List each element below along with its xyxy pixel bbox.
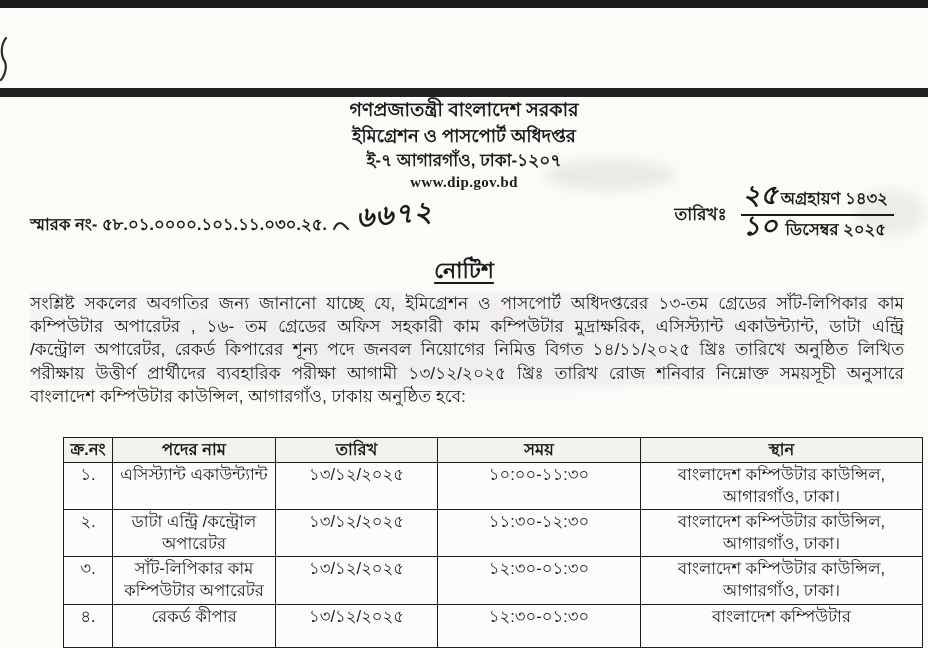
date-fraction [741,180,894,244]
cell-date: ১৩/১২/২০২৫ [276,510,438,557]
gregorian-month-year: ডিসেম্বর ২০২৫ [785,221,886,239]
cell-time: ১১:৩০-১২:৩০ [438,510,641,557]
date-block [674,180,906,244]
handwritten-gregorian-day: ১০ [742,211,778,242]
department-name: ইমিগ্রেশন ও পাসপোর্ট অধিদপ্তর [352,126,576,146]
notice-body-line: সংশ্লিষ্ট সকলের অবগতির জন্য জানানো যাচ্ছে যে, ইমিগ্রেশন ও পাসপোর্ট অধিদপ্তরের ১৩-তম গ্রেডের সাঁট-লিপিকার কাম [30,292,904,315]
cell-time: ১২:৩০-০১:৩০ [438,557,641,605]
cell-time: ১০:০০-১১:৩০ [438,463,641,510]
letterhead [0,98,928,193]
gregorian-date-line [741,211,894,244]
scan-bar-top [0,0,928,8]
cell-date: ১৩/১২/২০২৫ [276,605,438,648]
exam-schedule-table [63,437,923,648]
cell-venue: বাংলাদেশ কম্পিউটার [641,605,923,648]
scan-bar-middle [0,88,928,97]
cell-serial: ৩. [64,557,113,605]
cell-date: ১৩/১২/২০২৫ [276,557,438,605]
table-row [64,510,923,557]
cell-serial: ৪. [64,605,113,648]
table-header-row [64,438,923,463]
notice-heading: নোটিশ [434,258,494,283]
cell-venue: বাংলাদেশ কম্পিউটার কাউন্সিল, আগারগাঁও, ঢাকা। [641,510,923,557]
notice-body-line: কম্পিউটার অপারেটর , ১৬- তম গ্রেডের অফিস সহকারী কাম কম্পিউটার মুদ্রাক্ষরিক, এসিস্ট্যান্ট একাউন্ট্যান্ট, ডাটা এন্ট্রি [30,315,904,338]
cell-post: এসিস্ট্যান্ট একাউন্ট্যান্ট [113,463,276,510]
cell-date: ১৩/১২/২০২৫ [276,463,438,510]
cell-serial: ২. [64,510,113,557]
notice-body-line: বাংলাদেশ কম্পিউটার কাউন্সিল, আগারগাঁও, ঢাকায় অনুষ্ঠিত হবে: [30,386,466,406]
memo-number-line [30,186,432,246]
notice-body-line: পরীক্ষায় উত্তীর্ণ প্রার্থীদের ব্যবহারিক পরীক্ষা আগামী ১৩/১২/২০২৫ খ্রিঃ তারিখ রোজ শনিবার নিম্নোক্ত সময়সূচী অনুসারে [30,362,904,385]
table-row [64,605,923,648]
bangla-month-year: অগ্রহায়ণ ১৪৩২ [780,190,888,208]
header-date: তারিখ [276,438,438,463]
cell-venue: বাংলাদেশ কম্পিউটার কাউন্সিল, আগারগাঁও, ঢাকা। [641,557,923,605]
cell-time: ১২:৩০-০১:৩০ [438,605,641,648]
header-venue: স্থান [641,438,923,463]
header-time: সময় [438,438,641,463]
cell-venue: বাংলাদেশ কম্পিউটার কাউন্সিল, আগারগাঁও, ঢাকা। [641,463,923,510]
department-address: ই-৭ আগারগাঁও, ঢাকা-১২০৭ [366,151,562,170]
cell-serial: ১. [64,463,113,510]
handwritten-memo-number: ৬৬৭২ [354,194,434,235]
date-label: তারিখঃ [674,205,727,224]
header-serial: ক্র.নং [64,438,113,463]
notice-body [30,292,904,408]
cell-post: ডাটা এন্ট্রি /কন্ট্রোল অপারেটর [113,510,276,557]
government-name: গণপ্রজাতন্ত্রী বাংলাদেশ সরকার [349,100,579,121]
cell-post: সাঁট-লিপিকার কাম কম্পিউটার অপারেটর [113,557,276,605]
memo-number-label: স্মারক নং- ৫৮.০১.০০০০.১০১.১১.০৩০.২৫. [30,216,327,234]
header-post-name: পদের নাম [113,438,276,463]
table-row [64,557,923,605]
scan-artifact-mark [0,36,10,82]
notice-body-line: /কন্ট্রোল অপারেটর, রেকর্ড কিপারের শূন্য পদে জনবল নিয়োগের নিমিত্ত বিগত ১৪/১১/২০২৫ খ্রিঃ তারিখে অনুষ্ঠিত লিখিত [30,338,904,361]
website-text: www.dip.gov.bd [410,175,518,191]
cell-post: রেকর্ড কীপার [113,605,276,648]
pen-stroke-icon [332,218,350,232]
table-row [64,463,923,510]
handwritten-bangla-day: ২৫ [742,180,778,211]
